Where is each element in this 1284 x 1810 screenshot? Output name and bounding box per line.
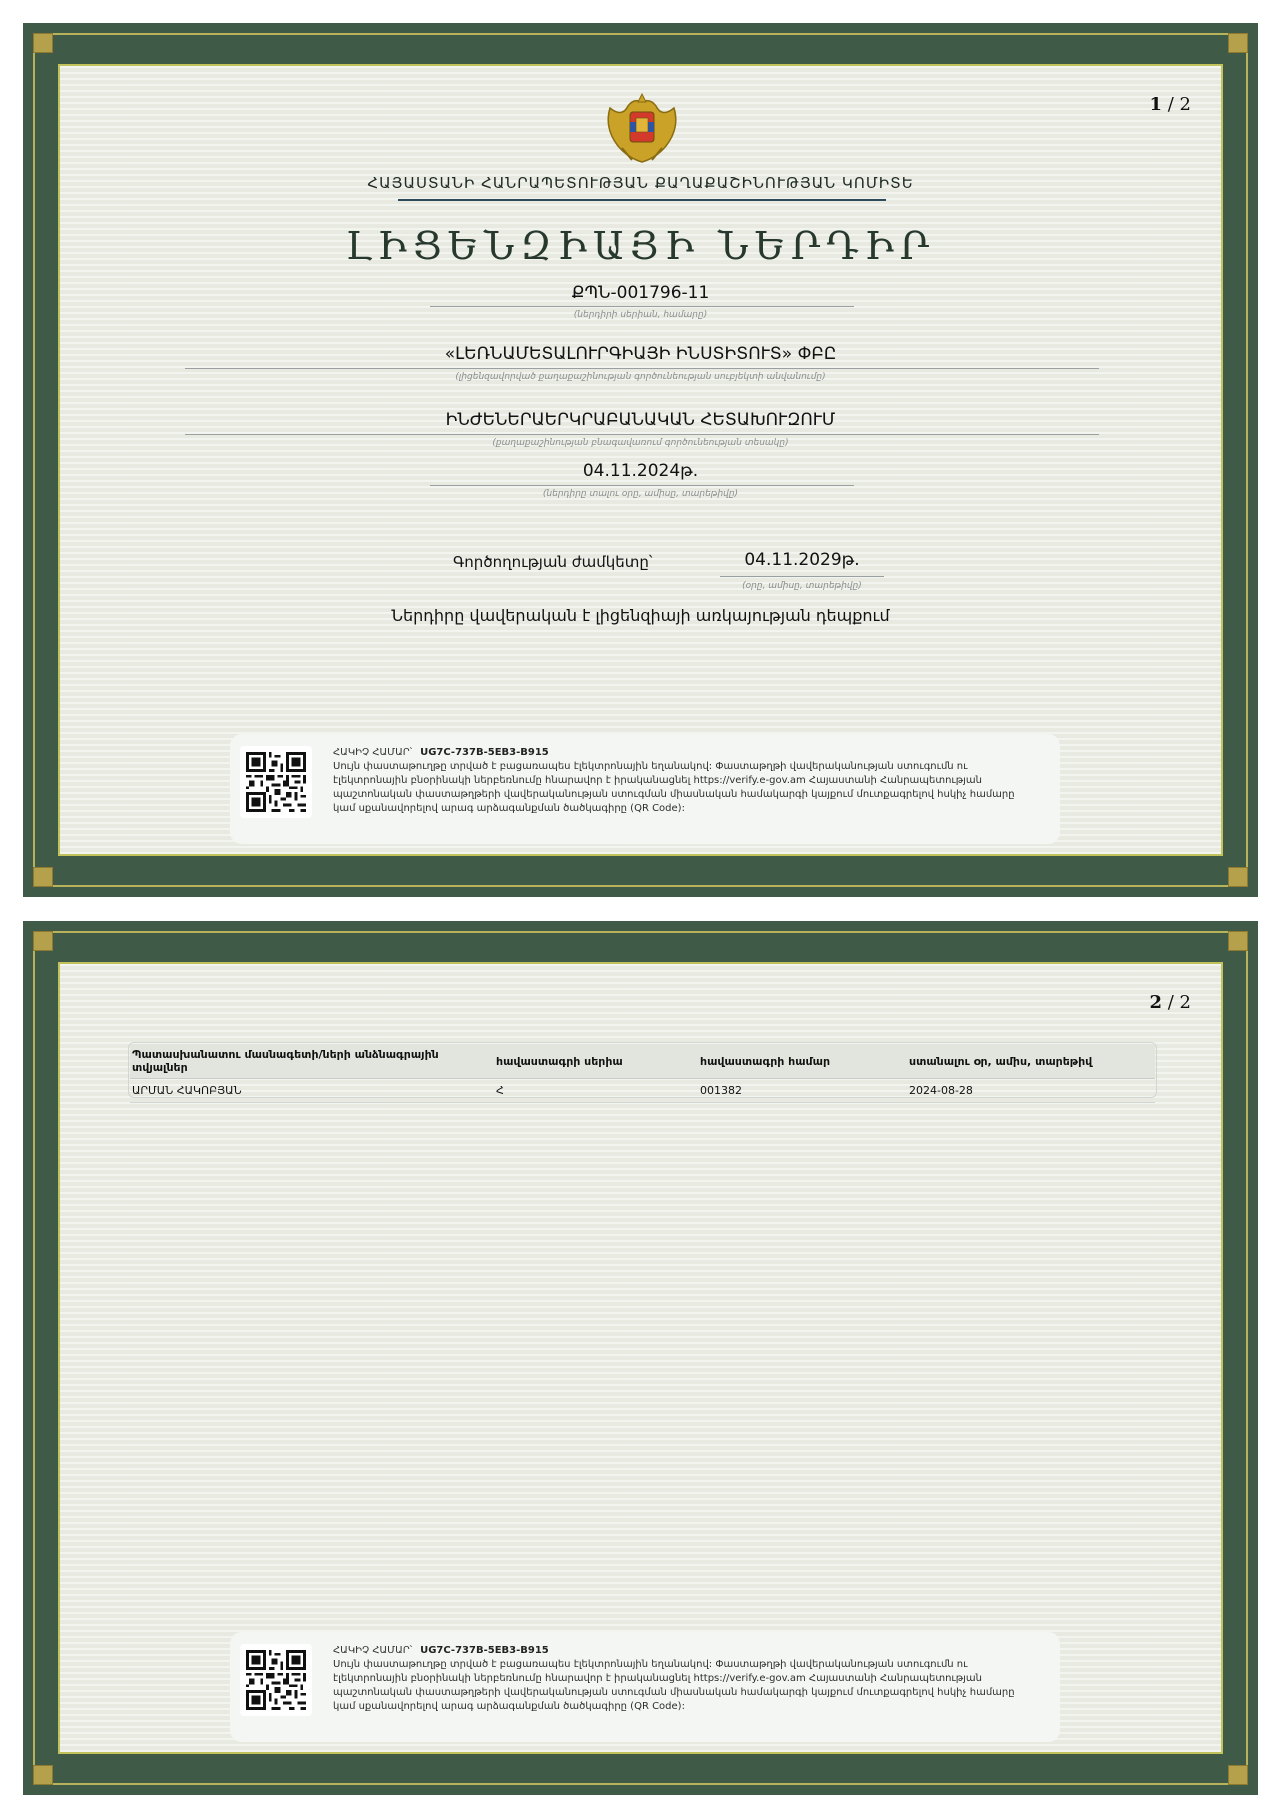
table-cell: 2024-08-28 bbox=[907, 1079, 1155, 1103]
column-header: հավաստագրի սերիա bbox=[494, 1044, 698, 1079]
activity-caption: (քաղաքաշինության բնագավառում գործունեության տեսակը) bbox=[492, 438, 789, 448]
qr-code-icon[interactable] bbox=[240, 1644, 312, 1716]
corner-ornament bbox=[33, 33, 53, 53]
verification-description: Սույն փաստաթուղթը տրված է բացառապես էլեկտրոնային եղանակով: Փաստաթղթի վավերականության ստուգումն ու էլեկտրոնային բնօրինակի ներբեռնումը հնարավոր է իրականացնել https://verify.e-gov.am Հայաստանի Հանրապետության պաշտոնական փաստաթղթերի վավերականության ստուգման միասնական համակարգի կայքում մուտքագրելով հսկիչ համարը կամ սքանավորելով արագ արձագանքման ծածկագիրը (QR Code): bbox=[333, 1659, 1015, 1712]
table-cell: Հ bbox=[494, 1079, 698, 1103]
column-header: Պատասխանատու մասնագետի/ների անձնագրային տվյալներ bbox=[130, 1044, 494, 1079]
corner-ornament bbox=[1228, 1765, 1248, 1785]
field-underline bbox=[430, 306, 854, 307]
corner-ornament bbox=[1228, 867, 1248, 887]
table-cell: ԱՐՄԱՆ ՀԱԿՈԲՅԱՆ bbox=[130, 1079, 494, 1103]
issue-date: 04.11.2024թ. bbox=[582, 461, 699, 481]
verification-description: Սույն փաստաթուղթը տրված է բացառապես էլեկտրոնային եղանակով: Փաստաթղթի վավերականության ստուգումն ու էլեկտրոնային բնօրինակի ներբեռնումը հնարավոր է իրականացնել https://verify.e-gov.am Հայաստանի Հանրապետության պաշտոնական փաստաթղթերի վավերականության ստուգման միասնական համակարգի կայքում մուտքագրելով հսկիչ համարը կամ սքանավորելով արագ արձագանքման ծածկագիրը (QR Code): bbox=[333, 761, 1015, 814]
verification-code-label: ՀԱԿԻՉ ՀԱՄԱՐ՝ bbox=[333, 1645, 413, 1656]
corner-ornament bbox=[1228, 931, 1248, 951]
verification-text bbox=[333, 746, 1033, 816]
certificate-body bbox=[58, 64, 1223, 856]
verification-code: UG7C-737B-5EB3-B915 bbox=[420, 1645, 549, 1656]
specialists-table bbox=[130, 1044, 1155, 1103]
committee-underline bbox=[398, 199, 886, 201]
field-underline bbox=[720, 576, 884, 577]
committee-name: ՀԱՅԱՍՏԱՆԻ ՀԱՆՐԱՊԵՏՈՒԹՅԱՆ ՔԱՂԱՔԱՇԻՆՈՒԹՅԱՆ ԿՈՄԻՏԵ bbox=[367, 174, 914, 192]
issue-date-caption: (ներդիրը տալու օրը, ամիսը, տարեթիվը) bbox=[542, 489, 739, 499]
document-page-2 bbox=[23, 921, 1258, 1795]
validity-label: Գործողության ժամկետը՝ bbox=[453, 553, 653, 571]
validity-date: 04.11.2029թ. bbox=[744, 550, 860, 570]
column-header: հավաստագրի համար bbox=[698, 1044, 907, 1079]
table-cell: 001382 bbox=[698, 1079, 907, 1103]
licensee-name: «ԼԵՌՆԱՄԵՏԱԼՈՒՐԳԻԱՅԻ ԻՆՍՏԻՏՈՒՏ» ՓԲԸ bbox=[444, 344, 837, 364]
document-page-1 bbox=[23, 23, 1258, 897]
field-underline bbox=[430, 485, 854, 486]
corner-ornament bbox=[1228, 33, 1248, 53]
corner-ornament bbox=[33, 931, 53, 951]
verification-box bbox=[230, 734, 1060, 844]
page-number: 1 / 2 bbox=[1149, 94, 1191, 115]
corner-ornament bbox=[33, 867, 53, 887]
series-number: ՔՊՆ-001796-11 bbox=[571, 283, 710, 303]
activity-type: ԻՆԺԵՆԵՐԱԵՐԿՐԱԲԱՆԱԿԱՆ ՀԵՏԱԽՈՒԶՈՒՄ bbox=[445, 410, 836, 430]
page-number: 2 / 2 bbox=[1149, 992, 1191, 1013]
verification-code: UG7C-737B-5EB3-B915 bbox=[420, 747, 549, 758]
licensee-caption: (լիցենզավորված քաղաքաշինության գործունեության սուբյեկտի անվանումը) bbox=[455, 372, 826, 382]
field-underline bbox=[185, 434, 1099, 435]
table-row bbox=[130, 1079, 1155, 1103]
series-caption: (ներդիրի սերիան, համարը) bbox=[573, 310, 708, 320]
corner-ornament bbox=[33, 1765, 53, 1785]
verification-box bbox=[230, 1632, 1060, 1742]
qr-code-icon[interactable] bbox=[240, 746, 312, 818]
validity-note: Ներդիրը վավերական է լիցենզիայի առկայության դեպքում bbox=[391, 606, 890, 625]
certificate-body bbox=[58, 962, 1223, 1754]
verification-code-label: ՀԱԿԻՉ ՀԱՄԱՐ՝ bbox=[333, 747, 413, 758]
column-header: ստանալու օր, ամիս, տարեթիվ bbox=[907, 1044, 1155, 1079]
validity-caption: (օրը, ամիսը, տարեթիվը) bbox=[742, 581, 862, 591]
coat-of-arms-icon bbox=[602, 88, 682, 168]
field-underline bbox=[185, 368, 1099, 369]
verification-text bbox=[333, 1644, 1033, 1714]
table-header-row bbox=[130, 1044, 1155, 1079]
document-title: ԼԻՑԵՆԶԻԱՅԻ ՆԵՐԴԻՐ bbox=[345, 224, 936, 268]
